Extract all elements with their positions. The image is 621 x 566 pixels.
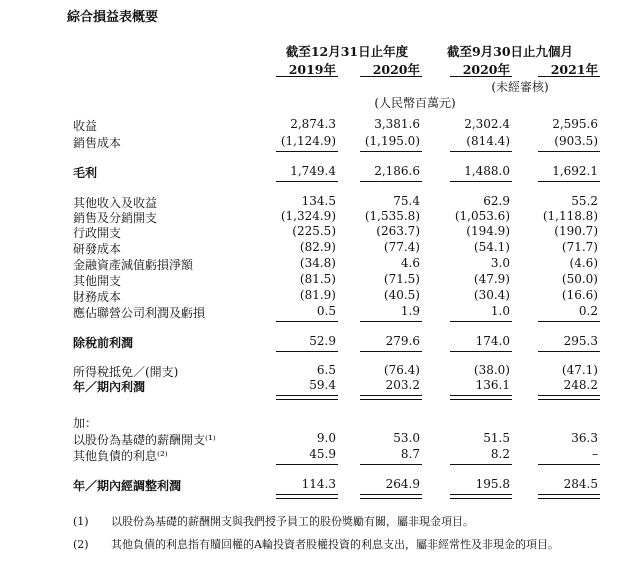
row-profit-before-tax	[0, 333, 621, 349]
cell-value: (50.0)	[561, 272, 598, 286]
row-selling-expenses	[0, 208, 621, 224]
cell-value: (1,118.8)	[542, 209, 598, 223]
cell-value: (40.5)	[383, 288, 420, 302]
cell-value: 1,749.4	[290, 164, 336, 178]
row-interest-other-liabilities	[0, 446, 621, 462]
row-gross-profit	[0, 163, 621, 179]
row-label: 收益	[73, 119, 98, 133]
row-label: 加：	[73, 416, 98, 430]
total-double-rule	[276, 494, 338, 499]
subtotal-rule	[276, 464, 338, 465]
subtotal-rule	[276, 181, 338, 182]
header-underline-3	[450, 76, 512, 77]
subtotal-rule	[450, 351, 512, 352]
row-profit-for-period	[0, 377, 621, 393]
cell-value: 1,692.1	[552, 164, 598, 178]
subtotal-rule	[276, 321, 338, 322]
subtotal-rule	[360, 464, 422, 465]
cell-value: –	[592, 447, 598, 461]
cell-value: (16.6)	[561, 288, 598, 302]
footnote-1	[73, 515, 613, 529]
cell-value: 53.0	[393, 431, 420, 445]
subtotal-rule	[538, 351, 600, 352]
cell-value: 3.0	[490, 256, 510, 270]
row-label: 金融資產減值虧損淨額	[73, 258, 194, 272]
row-label: 財務成本	[73, 290, 122, 304]
row-adjusted-profit	[0, 476, 621, 492]
row-label: 銷售成本	[73, 136, 122, 150]
footnote-text: 其他負債的利息指有贖回權的A輪投資者股權投資的利息支出，屬非經常性及非現金的項目。	[111, 538, 559, 551]
cell-value: 51.5	[483, 431, 510, 445]
cell-value: 0.2	[578, 304, 598, 318]
row-cost-of-sales	[0, 133, 621, 149]
cell-value: 2,874.3	[290, 117, 336, 131]
cell-value: (30.4)	[473, 288, 510, 302]
total-double-rule	[450, 395, 512, 400]
col-header-2020-nine: 2020年	[462, 62, 510, 77]
cell-value: (71.7)	[561, 240, 598, 254]
cell-value: (1,535.8)	[364, 209, 420, 223]
row-label: 行政開支	[73, 226, 122, 240]
period-header-nine-months: 截至9月30日止九個月	[446, 44, 574, 59]
row-other-income	[0, 193, 621, 209]
cell-value: (1,324.9)	[280, 209, 336, 223]
cell-value: (82.9)	[299, 240, 336, 254]
cell-value: 264.9	[385, 477, 420, 491]
cell-value: 2,302.4	[464, 117, 510, 131]
cell-value: (54.1)	[473, 240, 510, 254]
header-underline-2	[360, 76, 422, 77]
cell-value: 75.4	[393, 194, 420, 208]
row-label: 以股份為基礎的薪酬開支⁽¹⁾	[73, 433, 216, 447]
row-label: 毛利	[73, 166, 98, 180]
row-impairment-losses	[0, 255, 621, 271]
subtotal-rule	[360, 151, 422, 152]
cell-value: 2,595.6	[552, 117, 598, 131]
row-share-of-associates	[0, 303, 621, 319]
cell-value: 174.0	[475, 334, 510, 348]
cell-value: (190.7)	[554, 224, 598, 238]
cell-value: (263.7)	[376, 224, 420, 238]
cell-value: (1,124.9)	[280, 134, 336, 148]
cell-value: 8.2	[490, 447, 510, 461]
subtotal-rule	[450, 151, 512, 152]
cell-value: 6.5	[316, 363, 336, 377]
total-double-rule	[538, 395, 600, 400]
cell-value: 284.5	[563, 477, 598, 491]
row-rnd-costs	[0, 239, 621, 255]
header-underline-1	[276, 76, 338, 77]
cell-value: 1.9	[400, 304, 420, 318]
cell-value: (47.1)	[561, 363, 598, 377]
cell-value: (225.5)	[292, 224, 336, 238]
cell-value: 4.6	[400, 256, 420, 270]
cell-value: 203.2	[385, 378, 420, 392]
subtotal-rule	[450, 321, 512, 322]
row-label: 其他負債的利息⁽²⁾	[73, 449, 168, 463]
subtotal-rule	[360, 351, 422, 352]
cell-value: 0.5	[316, 304, 336, 318]
subtotal-rule	[360, 181, 422, 182]
subtotal-rule	[538, 181, 600, 182]
subtotal-rule	[360, 321, 422, 322]
subtotal-rule	[276, 351, 338, 352]
row-other-expenses	[0, 271, 621, 287]
row-share-based-comp	[0, 430, 621, 446]
cell-value: 52.9	[309, 334, 336, 348]
cell-value: 136.1	[475, 378, 510, 392]
cell-value: 134.5	[301, 194, 336, 208]
col-header-2021: 2021年	[550, 62, 598, 77]
cell-value: 45.9	[309, 447, 336, 461]
row-income-tax	[0, 362, 621, 378]
footnote-number: (2)	[73, 538, 89, 551]
row-label: 除稅前利潤	[73, 336, 134, 350]
subtotal-rule	[450, 464, 512, 465]
cell-value: 1,488.0	[464, 164, 510, 178]
row-label: 銷售及分銷開支	[73, 211, 158, 225]
row-label: 年／期內利潤	[73, 380, 146, 394]
cell-value: (1,053.6)	[454, 209, 510, 223]
cell-value: 2,186.6	[374, 164, 420, 178]
total-double-rule	[360, 395, 422, 400]
subtotal-rule	[538, 151, 600, 152]
cell-value: (903.5)	[554, 134, 598, 148]
cell-value: (47.9)	[473, 272, 510, 286]
page-title: 綜合損益表概要	[67, 10, 159, 25]
unaudited-label: (未經審核)	[491, 80, 549, 94]
total-double-rule	[360, 494, 422, 499]
col-header-2020: 2020年	[372, 62, 420, 77]
row-label: 所得稅抵免／(開支)	[73, 365, 179, 379]
cell-value: 8.7	[400, 447, 420, 461]
row-finance-costs	[0, 287, 621, 303]
footnote-number: (1)	[73, 515, 89, 528]
cell-value: 114.3	[301, 477, 336, 491]
row-label: 應佔聯營公司利潤及虧損	[73, 306, 206, 320]
cell-value: (34.8)	[299, 256, 336, 270]
cell-value: 62.9	[483, 194, 510, 208]
row-admin-expenses	[0, 223, 621, 239]
cell-value: 248.2	[563, 378, 598, 392]
cell-value: (71.5)	[383, 272, 420, 286]
row-label: 研發成本	[73, 242, 122, 256]
cell-value: 36.3	[571, 431, 598, 445]
cell-value: (814.4)	[466, 134, 510, 148]
cell-value: (81.5)	[299, 272, 336, 286]
subtotal-rule	[276, 151, 338, 152]
cell-value: 9.0	[316, 431, 336, 445]
subtotal-rule	[538, 321, 600, 322]
cell-value: (81.9)	[299, 288, 336, 302]
cell-value: (194.9)	[466, 224, 510, 238]
cell-value: 55.2	[571, 194, 598, 208]
cell-value: 195.8	[475, 477, 510, 491]
subtotal-rule	[538, 464, 600, 465]
cell-value: (77.4)	[383, 240, 420, 254]
cell-value: 295.3	[563, 334, 598, 348]
row-add-label	[0, 413, 621, 429]
cell-value: 3,381.6	[374, 117, 420, 131]
cell-value: 279.6	[385, 334, 420, 348]
row-label: 其他收入及收益	[73, 196, 158, 210]
cell-value: 59.4	[309, 378, 336, 392]
unit-label: (人民幣百萬元)	[374, 96, 456, 110]
cell-value: (38.0)	[473, 363, 510, 377]
col-header-2019: 2019年	[288, 62, 336, 77]
footnote-text: 以股份為基礎的薪酬開支與我們授予員工的股份獎勵有關，屬非現金項目。	[111, 515, 474, 528]
footnote-2	[73, 538, 613, 566]
header-underline-4	[538, 76, 600, 77]
cell-value: (4.6)	[569, 256, 598, 270]
row-revenue	[0, 116, 621, 132]
cell-value: (1,195.0)	[364, 134, 420, 148]
row-label: 其他開支	[73, 274, 122, 288]
cell-value: 1.0	[490, 304, 510, 318]
period-header-year: 截至12月31日止年度	[285, 44, 409, 59]
row-label: 年／期內經調整利潤	[73, 479, 182, 493]
total-double-rule	[450, 494, 512, 499]
cell-value: (76.4)	[383, 363, 420, 377]
total-double-rule	[276, 395, 338, 400]
total-double-rule	[538, 494, 600, 499]
subtotal-rule	[450, 181, 512, 182]
